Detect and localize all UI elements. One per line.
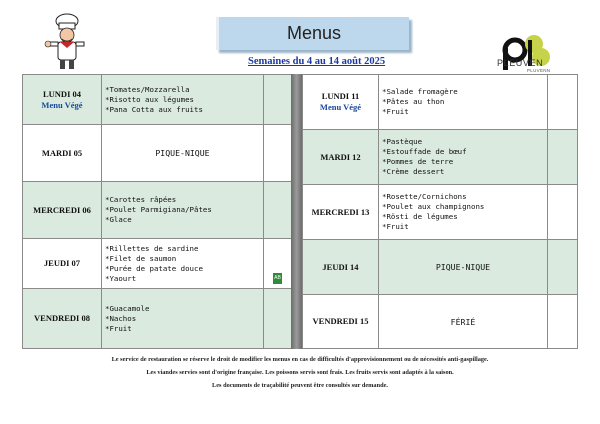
menu-item: *Nachos — [105, 313, 137, 323]
menu-item: *Guacamole — [105, 303, 150, 313]
logo-text: PLEUVEN — [497, 58, 544, 68]
menu-note: PIQUE-NIQUE — [102, 125, 264, 182]
menu-item: *Poulet aux champignons — [382, 202, 485, 211]
footer-note: Les documents de traçabilité peuvent être consultés sur demande. — [212, 382, 388, 389]
menu-note: FÉRIÉ — [379, 295, 548, 349]
menu-table-week1 — [22, 74, 292, 349]
day-label: MERCREDI 13 — [303, 185, 379, 240]
vege-label: Menu Végé — [319, 102, 362, 112]
day-label: MARDI 12 — [303, 130, 379, 185]
menu-item: *Tomates/Mozzarella — [105, 84, 190, 94]
menu-item: *Rösti de légumes — [382, 212, 458, 221]
table-row — [303, 185, 578, 240]
day-label: LUNDI 11 — [321, 91, 360, 101]
table-row — [23, 125, 292, 182]
label-cell — [548, 240, 578, 295]
label-cell — [548, 130, 578, 185]
week-separator — [291, 74, 302, 349]
table-row — [303, 130, 578, 185]
menu-item: *Pastèque — [382, 137, 423, 146]
menu-item: *Rillettes de sardine — [105, 243, 199, 253]
menu-items — [379, 75, 548, 130]
menu-items — [102, 75, 264, 125]
table-row — [23, 75, 292, 125]
table-row — [303, 75, 578, 130]
label-cell — [264, 182, 292, 239]
menu-item: *Risotto aux légumes — [105, 94, 194, 104]
menu-item: *Yaourt — [105, 273, 137, 283]
menu-item: *Pâtes au thon — [382, 97, 445, 106]
menu-note: PIQUE-NIQUE — [379, 240, 548, 295]
label-cell — [264, 125, 292, 182]
label-cell — [264, 289, 292, 349]
footer-note: Le service de restauration se réserve le droit de modifier les menus en cas de difficultés d'approvisionnement ou de nécessités anti-gaspillage. — [111, 356, 489, 363]
menu-item: *Rosette/Cornichons — [382, 192, 467, 201]
menu-item: *Fruit — [105, 323, 132, 333]
menu-items — [102, 182, 264, 239]
vege-label: Menu Végé — [41, 99, 83, 110]
menu-item: *Glace — [105, 215, 132, 224]
day-label: VENDREDI 15 — [303, 295, 379, 349]
table-row — [23, 182, 292, 239]
day-label: JEUDI 07 — [23, 239, 102, 289]
table-row — [303, 240, 578, 295]
day-label: MERCREDI 06 — [23, 182, 102, 239]
chef-illustration — [40, 12, 94, 72]
footer-note: Les viandes servies sont d'origine française. Les poissons servis sont frais. Les fruits servis sont adaptés à la saison. — [146, 369, 454, 376]
day-label: LUNDI 04 — [42, 88, 82, 99]
label-cell — [548, 75, 578, 130]
table-row — [23, 239, 292, 289]
menu-item: *Estouffade de bœuf — [382, 147, 467, 156]
week-subtitle: Semaines du 4 au 14 août 2025 — [248, 56, 386, 67]
menu-item: *Carottes râpées — [105, 195, 177, 204]
label-cell — [548, 185, 578, 240]
menu-item: *Fruit — [382, 107, 409, 116]
table-row — [303, 295, 578, 349]
menu-item: *Purée de patate douce — [105, 263, 203, 273]
menu-item: *Poulet Parmigiana/Pâtes — [105, 205, 212, 214]
menu-item: *Fruit — [382, 222, 409, 231]
menu-table-week2 — [302, 74, 578, 349]
menu-items — [102, 289, 264, 349]
label-cell — [264, 75, 292, 125]
label-cell — [264, 239, 292, 289]
day-cell — [303, 75, 379, 130]
menu-item: *Pana Cotta aux fruits — [105, 104, 203, 114]
logo-subtext: PLUVENN — [527, 68, 551, 73]
page-title: Menus — [216, 17, 409, 50]
menu-item: *Filet de saumon — [105, 253, 177, 263]
day-label: VENDREDI 08 — [23, 289, 102, 349]
day-label: MARDI 05 — [23, 125, 102, 182]
menu-item: *Salade fromagère — [382, 87, 458, 96]
menu-items — [379, 185, 548, 240]
table-row — [23, 289, 292, 349]
day-cell — [23, 75, 102, 125]
label-cell — [548, 295, 578, 349]
menu-items — [379, 130, 548, 185]
day-label: JEUDI 14 — [303, 240, 379, 295]
organic-label-icon: AB — [273, 273, 282, 284]
menu-items — [102, 239, 264, 289]
menu-item: *Pommes de terre — [382, 157, 454, 166]
menu-item: *Crème dessert — [382, 167, 445, 176]
